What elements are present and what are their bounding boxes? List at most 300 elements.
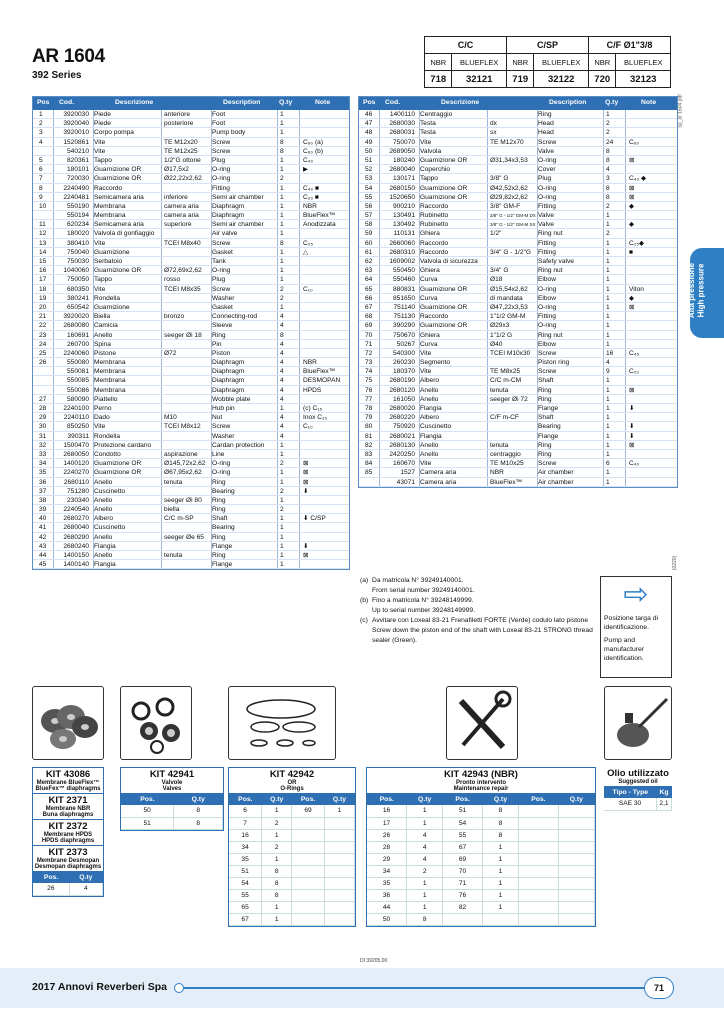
table-row — [33, 193, 349, 202]
cell-code: 2240100 — [63, 405, 89, 412]
cell-qty: 1 — [280, 533, 284, 541]
kit-pos — [292, 901, 325, 913]
cell-qty: 24 — [606, 138, 614, 146]
cell-code: 3920010 — [63, 129, 89, 137]
cell-qty: 1 — [606, 414, 610, 422]
cell-code: 1527 — [400, 469, 415, 477]
cell-pos: 58 — [365, 221, 373, 229]
cell-spec: Ø40 — [490, 340, 503, 348]
cell-descrizione: Membrana — [94, 359, 126, 367]
cell-description: Ring — [212, 478, 226, 486]
kit-qty: 8 — [482, 829, 518, 841]
cell-code: 550086 — [66, 386, 89, 394]
cell-code: 2680080 — [63, 322, 89, 330]
kit-pos: 34 — [229, 841, 262, 853]
cell-pos: 80 — [365, 423, 373, 431]
kit-pos: 51 — [443, 805, 482, 817]
cell-spec: seeger Øi 72 — [490, 395, 528, 403]
cell-note: ⬇ — [629, 423, 635, 431]
cell-code: 260700 — [66, 340, 89, 348]
cell-note: C₄₀ — [303, 156, 314, 164]
cell-descrizione: Anello — [420, 395, 439, 403]
cell-pos: 66 — [365, 294, 373, 302]
kit-qty: 1 — [482, 889, 518, 901]
kit-qty: 4 — [406, 841, 442, 853]
kit-pos: 28 — [367, 841, 406, 853]
cell-qty: 2 — [606, 230, 610, 238]
cell-descrizione: Curva — [420, 276, 438, 284]
kit-qty — [558, 877, 594, 889]
cell-pos: 53 — [365, 175, 373, 183]
note-text: From serial number 39249140001. — [372, 587, 475, 594]
kit-qty: 1 — [324, 805, 354, 817]
cell-spec: anteriore — [164, 111, 191, 118]
cell-description: Fitting — [538, 202, 556, 210]
cell-code: 380410 — [66, 239, 89, 247]
cell-qty: 1 — [606, 331, 610, 339]
cell-qty: 1 — [280, 552, 284, 559]
cell-qty: 4 — [280, 432, 284, 440]
cell-code: 2680240 — [63, 542, 89, 550]
table-row — [359, 367, 677, 376]
kit-pos: 55 — [443, 829, 482, 841]
kit-pos: 26 — [33, 883, 69, 895]
kit-pos: 17 — [367, 817, 406, 829]
kit-pos: 50 — [121, 805, 174, 817]
cell-spec: 3/8" G — [490, 175, 509, 183]
cell-pos: 76 — [365, 386, 373, 394]
cell-descrizione: Guarnizione OR — [420, 322, 468, 330]
kit-qty: 8 — [174, 805, 223, 817]
cell-code: 751280 — [66, 487, 89, 495]
model-material: BLUEFLEX — [452, 54, 507, 71]
cell-descrizione: Camicia — [94, 322, 118, 330]
table-row — [359, 450, 677, 459]
cell-pos: 21 — [39, 313, 47, 321]
table-row — [33, 110, 349, 119]
cell-qty: 1 — [606, 395, 610, 403]
cell-spec: TE M12x70 — [490, 138, 524, 146]
model-material: NBR — [589, 54, 616, 71]
header-note: Note — [641, 99, 657, 106]
cell-qty: 1 — [606, 313, 610, 321]
page-number: 71 — [644, 977, 674, 999]
table-row — [359, 156, 677, 165]
cell-descrizione: Albero — [420, 377, 440, 385]
table-row — [359, 110, 677, 119]
table-header — [33, 97, 349, 110]
identification-en: Pump and manufacturer identification. — [604, 637, 645, 662]
cell-pos: 41 — [39, 524, 47, 532]
cell-pos: 60 — [365, 239, 373, 247]
cell-description: Shaft — [538, 414, 554, 422]
cell-note: ◆ — [629, 294, 635, 302]
cell-qty: 1 — [606, 441, 610, 449]
table-row — [359, 266, 677, 275]
table-row — [359, 257, 677, 266]
cell-spec: TCEI M8x12 — [164, 423, 201, 431]
cell-pos: 71 — [365, 340, 373, 348]
table-row — [359, 303, 677, 312]
kit-qty — [324, 829, 354, 841]
model-group: C/F Ø1"3/8 — [589, 37, 671, 54]
cell-spec: camera aria — [164, 212, 199, 220]
kit-row — [367, 817, 595, 829]
cell-description: Screw — [212, 285, 231, 293]
cell-pos: 18 — [39, 285, 47, 293]
cell-note: Inox C₂₀ — [303, 414, 328, 422]
kit-qty: 1 — [482, 841, 518, 853]
cell-spec: centraggio — [490, 450, 521, 458]
cell-description: Piston ring — [538, 359, 570, 367]
kit-qty — [324, 913, 354, 925]
cell-note: ⊠ — [303, 478, 309, 486]
kit-qty-header: Q.ty — [69, 871, 102, 883]
cell-descrizione: Rondella — [94, 294, 121, 302]
kit-pos — [292, 877, 325, 889]
cell-descrizione: Vite — [420, 460, 432, 468]
cell-descrizione: Flangia — [94, 561, 116, 569]
table-row — [359, 478, 677, 487]
cell-code: 2680021 — [389, 432, 415, 440]
cell-qty: 2 — [606, 202, 610, 210]
kit-sub-it: Membrane HPDS — [43, 832, 93, 838]
kit-qty — [558, 829, 594, 841]
cell-descrizione: Anello — [94, 552, 113, 559]
cell-note: ⊠ — [629, 386, 635, 394]
table-row — [33, 523, 349, 532]
cell-qty: 1 — [280, 129, 284, 137]
cell-descrizione: Coperchio — [420, 166, 451, 174]
table-row — [33, 321, 349, 330]
cell-pos: 11 — [39, 221, 46, 229]
cell-descrizione: Flangia — [94, 542, 116, 550]
cell-code: 2680030 — [389, 120, 415, 128]
cell-description: Fitting — [212, 184, 230, 192]
cell-description: O-ring — [212, 267, 231, 275]
cell-spec: superiore — [164, 221, 192, 229]
kit-qty: 2 — [262, 817, 292, 829]
cell-qty: 2 — [280, 285, 284, 293]
kit-pos — [519, 865, 558, 877]
kit-pos: 50 — [367, 913, 406, 925]
kit-title: KIT 43086 — [45, 769, 91, 780]
cell-description: Ring — [212, 331, 226, 339]
cell-qty: 2 — [606, 120, 610, 128]
kit-pos — [292, 841, 325, 853]
kit-sub-it: Valvole — [161, 780, 183, 786]
cell-description: Ring — [538, 386, 552, 394]
kit-pos: 67 — [443, 841, 482, 853]
kit-pos — [519, 841, 558, 853]
kit-pos — [292, 853, 325, 865]
cell-descrizione: Anello — [94, 533, 113, 541]
cell-descrizione: Raccordo — [420, 239, 449, 247]
cell-qty: 4 — [280, 377, 284, 385]
cell-description: Fitting — [538, 313, 556, 321]
cell-spec: Ø18 — [490, 276, 503, 284]
cell-description: Flange — [538, 405, 559, 412]
table-row — [359, 349, 677, 358]
cell-note: BlueFlex™ — [303, 212, 336, 220]
kit-table — [229, 793, 355, 926]
cell-code: 180370 — [392, 368, 415, 376]
cell-description: Screw — [212, 147, 231, 155]
page-title: AR 1604 — [32, 46, 105, 67]
cell-qty: 1 — [280, 542, 284, 550]
table-row — [33, 478, 349, 487]
cell-code: 110131 — [393, 230, 415, 238]
cell-spec: 3/4" G - 1/2"G — [490, 248, 531, 256]
cell-qty: 1 — [280, 515, 284, 523]
cell-description: Wobble plate — [212, 395, 251, 403]
cell-code: 180020 — [66, 230, 89, 238]
kit-sub-it: Pronto intervento — [455, 780, 506, 786]
cell-code: 161050 — [392, 395, 415, 403]
cell-descrizione: Ghiera — [420, 230, 440, 238]
table-row — [33, 211, 349, 220]
cell-note: ⊠ — [629, 441, 635, 449]
kit-pos: 76 — [443, 889, 482, 901]
cell-code: 750920 — [392, 423, 415, 431]
table-row — [33, 119, 349, 128]
cell-qty: 1 — [606, 111, 610, 118]
cell-note: ⊠ — [629, 303, 635, 311]
kit-qty: 1 — [406, 817, 442, 829]
kit-sub-it: Membrane Desmopan — [36, 858, 100, 864]
cell-code: 50267 — [396, 340, 415, 348]
kit-qty: 1 — [482, 865, 518, 877]
cell-descrizione: Semicamera aria — [94, 221, 144, 229]
table-row — [33, 413, 349, 422]
cell-descrizione: Semicamera aria — [94, 193, 144, 201]
cell-spec: inferiore — [164, 193, 188, 201]
kit-42941 — [120, 767, 224, 831]
cell-descrizione: Anello — [94, 478, 113, 486]
kit-row — [367, 829, 595, 841]
cell-code: 3920020 — [63, 313, 89, 321]
cell-code: 2689050 — [389, 147, 415, 155]
kit-pos — [292, 889, 325, 901]
cell-note: △ — [303, 248, 309, 256]
cell-description: Semi air chamber — [212, 193, 264, 201]
cell-qty: 1 — [280, 405, 284, 412]
table-row — [33, 432, 349, 441]
cell-qty: 1 — [606, 285, 610, 293]
cell-code: 851650 — [392, 294, 415, 302]
cell-code: 900210 — [392, 202, 415, 210]
cell-descrizione: Guarnizione — [94, 303, 130, 311]
cell-pos: 1 — [39, 111, 43, 118]
cell-pos: 84 — [365, 460, 373, 468]
cell-pos: 5 — [39, 156, 43, 164]
cell-spec: Ø72,69x2,62 — [164, 267, 202, 275]
kit-pos: 55 — [229, 889, 262, 901]
cell-note: (c) C₁₅ — [303, 405, 323, 412]
cell-pos: 65 — [365, 285, 373, 293]
kit-row — [229, 841, 355, 853]
cell-note: C₂₅ — [303, 239, 313, 247]
cell-qty: 1 — [606, 423, 610, 431]
cell-spec: TE M8x25 — [490, 368, 521, 376]
cell-descrizione: Vite — [94, 239, 106, 247]
cell-qty: 4 — [606, 166, 610, 174]
cell-spec: 1/2"G ottone — [164, 156, 201, 164]
cell-description: Ring nut — [538, 267, 563, 275]
kit-pos: 65 — [229, 901, 262, 913]
header-qty: Q.ty — [279, 99, 293, 106]
oil-table — [604, 786, 672, 811]
cell-pos: 37 — [39, 487, 47, 495]
cell-pos: 23 — [39, 331, 47, 339]
kit-qty — [558, 853, 594, 865]
table-row — [359, 413, 677, 422]
oil-type: SAE 30 — [604, 798, 657, 810]
kit-pos-header: Pos. — [292, 793, 325, 805]
cell-description: Piston — [212, 349, 231, 357]
cell-description: Ring — [212, 533, 226, 541]
kit-qty: 1 — [262, 913, 292, 925]
table-row — [33, 248, 349, 257]
table-row — [359, 211, 677, 220]
kit-qty-header: Q.ty — [558, 793, 594, 805]
header-cod: Cod. — [385, 99, 401, 106]
cell-spec: M10 — [164, 414, 177, 422]
cell-qty: 8 — [606, 184, 610, 192]
cell-note: C₄₀ — [629, 460, 640, 468]
cell-descrizione: Anello — [420, 450, 439, 458]
cell-descrizione: Corpo pompa — [94, 129, 134, 137]
cell-code: 230340 — [66, 496, 89, 504]
kit-pos: 82 — [443, 901, 482, 913]
cell-code: 2680290 — [63, 533, 89, 541]
cell-qty: 4 — [280, 368, 284, 376]
cell-spec: TE M12x25 — [164, 147, 198, 155]
kit-pos: 16 — [367, 805, 406, 817]
cell-code: 2420250 — [389, 450, 415, 458]
cell-note: Viton — [629, 285, 644, 293]
kit-qty — [324, 901, 354, 913]
kit-title: KIT 2373 — [48, 847, 88, 858]
kit-qty: 8 — [482, 805, 518, 817]
kit-sub-en: Desmopan diaphragms — [34, 864, 102, 870]
kit-pos-header: Pos. — [121, 793, 174, 805]
cell-code: 2680190 — [389, 377, 415, 385]
cell-qty: 1 — [606, 294, 610, 302]
cell-code: 180101 — [66, 166, 89, 174]
model-group: C/C — [425, 37, 507, 54]
cell-descrizione: Serbatoio — [94, 258, 123, 265]
cell-descrizione: Ghiera — [420, 331, 440, 339]
kit-pos — [519, 901, 558, 913]
cell-spec: rosso — [164, 276, 181, 284]
cell-spec: TCEI M10x30 — [490, 349, 531, 357]
cell-pos: 8 — [39, 184, 43, 192]
cell-code: 550450 — [392, 267, 415, 275]
cell-pos: 13 — [39, 239, 47, 247]
kit-pos — [519, 889, 558, 901]
kit-qty — [558, 841, 594, 853]
table-row — [359, 275, 677, 284]
cell-code: 751140 — [393, 303, 415, 311]
cell-descrizione: Raccordo — [420, 202, 449, 210]
kit-pos — [292, 913, 325, 925]
cell-descrizione: Flangia — [420, 405, 442, 412]
cell-code: 880831 — [392, 285, 415, 293]
cell-pos: 36 — [39, 478, 47, 486]
cell-code: 750040 — [66, 248, 89, 256]
kit-pos: 35 — [229, 853, 262, 865]
cell-code: 550085 — [66, 377, 89, 385]
cell-pos: 29 — [39, 414, 47, 422]
cell-descrizione: Raccordo — [94, 184, 123, 192]
cell-code: 2680270 — [63, 515, 89, 523]
table-row — [359, 376, 677, 385]
cell-code: 850250 — [66, 423, 89, 431]
cell-note: ⬇ — [303, 542, 309, 550]
cell-code: 1520650 — [389, 193, 415, 201]
kit-qty — [324, 853, 354, 865]
table-row — [359, 239, 677, 248]
cell-qty: 1 — [280, 276, 284, 284]
cell-description: Valve — [538, 212, 555, 220]
cell-note: ▶ — [303, 166, 309, 174]
cell-qty: 2 — [280, 487, 284, 495]
cell-pos: 3 — [39, 129, 43, 137]
kit-qty — [558, 805, 594, 817]
cell-descrizione: Albero — [420, 414, 440, 422]
cell-pos: 62 — [365, 258, 373, 265]
cell-description: Plug — [538, 175, 552, 183]
cell-code: 540300 — [392, 349, 415, 357]
cell-spec: seeger Øe 65 — [164, 533, 204, 541]
kit-qty — [558, 889, 594, 901]
kit-pos: 34 — [367, 865, 406, 877]
table-row — [359, 404, 677, 413]
kit-pos — [292, 817, 325, 829]
cell-code: 650542 — [66, 303, 89, 311]
cell-pos: 55 — [365, 193, 373, 201]
table-row — [359, 184, 677, 193]
cell-pos: 47 — [365, 120, 373, 128]
cell-description: Diaphragm — [212, 202, 245, 210]
kit-pos: 44 — [367, 901, 406, 913]
kit-sub-en: Buna diaphragms — [42, 812, 94, 818]
cell-code: 540210 — [66, 147, 89, 155]
cell-qty: 1 — [606, 267, 610, 275]
cell-qty: 1 — [606, 386, 610, 394]
table-row — [33, 184, 349, 193]
notes — [360, 576, 596, 646]
cell-descrizione: Spina — [94, 340, 111, 348]
cell-pos: 32 — [39, 441, 47, 449]
cell-descrizione: Pistone — [94, 349, 116, 357]
kit-sub-en: BlueFex™ diaphragms — [35, 786, 101, 792]
table-row — [33, 533, 349, 542]
table-row — [359, 128, 677, 137]
cell-qty: 8 — [606, 193, 610, 201]
cell-pos: 49 — [365, 138, 373, 146]
kit-qty: 8 — [406, 913, 442, 925]
cell-pos: 64 — [365, 276, 373, 284]
cell-code: 580090 — [66, 395, 89, 403]
cell-pos: 82 — [365, 441, 373, 449]
valves-image — [120, 686, 192, 760]
cell-spec: NBR — [490, 469, 504, 477]
kit-row — [367, 913, 595, 925]
cell-description: Hub pin — [212, 405, 235, 412]
cell-qty: 8 — [280, 147, 284, 155]
